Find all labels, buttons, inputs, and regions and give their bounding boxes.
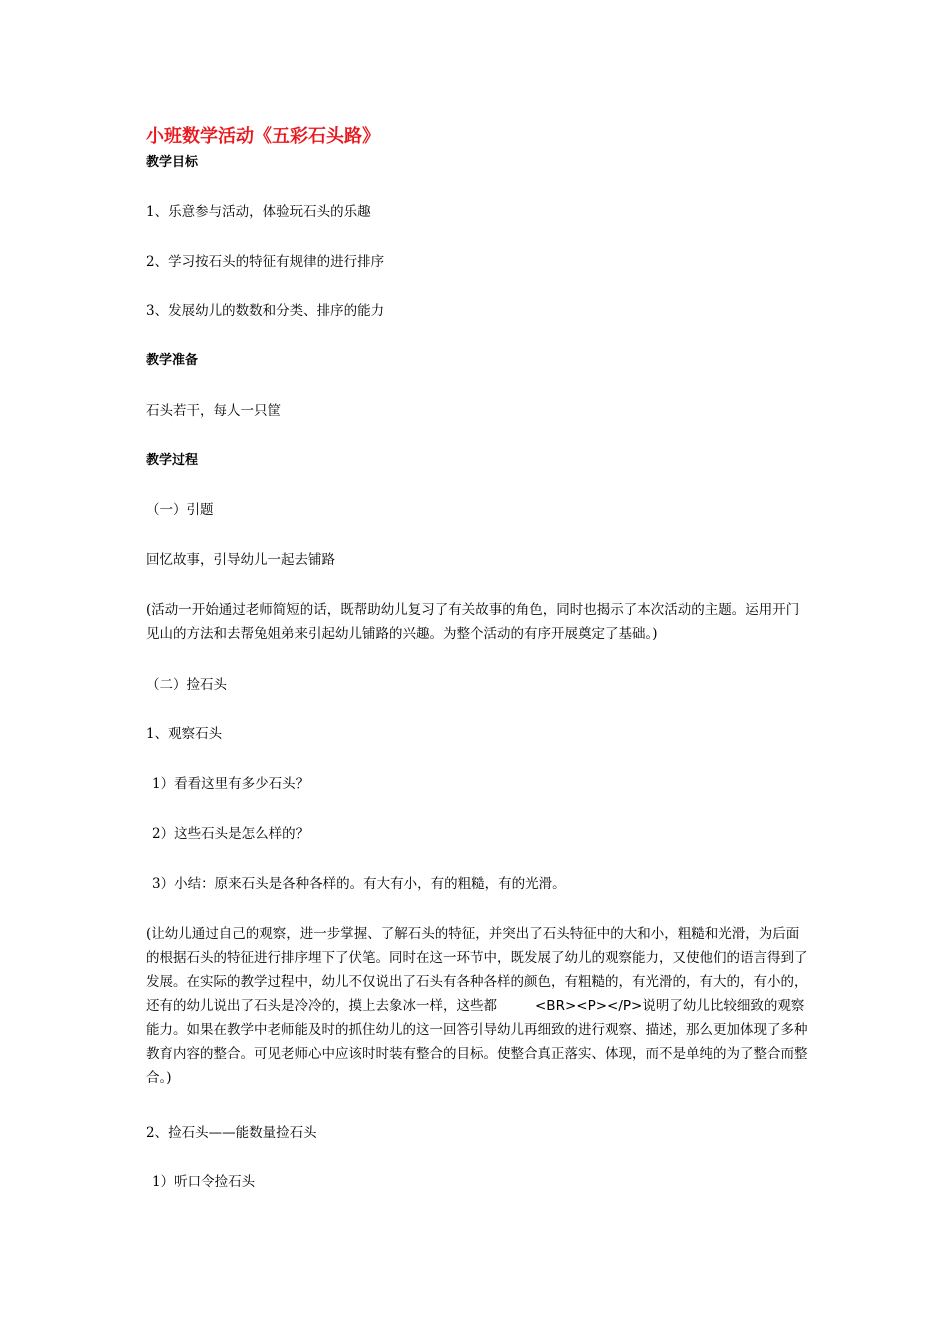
- goal-item-3: 3、发展幼儿的数数和分类、排序的能力: [146, 303, 385, 319]
- section2-heading: （二）捡石头: [146, 677, 227, 693]
- process-heading: 教学过程: [146, 453, 199, 468]
- goals-heading: 教学目标: [146, 155, 199, 170]
- goal-item-2: 2、学习按石头的特征有规律的进行排序: [146, 254, 385, 270]
- prep-text: 石头若干，每人一只筐: [146, 403, 281, 419]
- step2-item-1: 1）听口令捡石头: [152, 1174, 256, 1190]
- step1-note-part1: (让幼儿通过自己的观察，进一步掌握、了解石头的特征，并突出了石头特征中的大和小，粗糙和光滑，为后面的根据石头的特征进行排序埋下了伏笔。同时在这一环节中，既发展了幼儿的观察能力，又使他们的语言得到了发展。在实际的教学过程中，幼儿不仅说出了石头有各种各样的颜色，有粗糙的，有光滑的，有大的，有小的，还有的幼儿说出了石头是冷冷的，摸上去象冰一样，这些都: [146, 926, 808, 1014]
- document-title: 小班数学活动《五彩石头路》: [146, 126, 380, 147]
- step1-note-part2: 说明了幼儿比较细致的观察能力。如果在教学中老师能及时的抓住幼儿的这一回答引导幼儿再细致的进行观察、描述，那么更加体现了多种教育内容的整合。可见老师心中应该时时装有整合的目标。使整合真正落实、体现，而不是单纯的为了整合而整合。): [146, 998, 808, 1086]
- step2-heading: 2、捡石头——能数量捡石头: [146, 1125, 317, 1141]
- section1-text: 回忆故事，引导幼儿一起去铺路: [146, 552, 335, 568]
- step1-note: [146, 922, 810, 1090]
- step1-item-1: 1）看看这里有多少石头？: [152, 776, 310, 792]
- step1-heading: 1、观察石头: [146, 726, 223, 742]
- goal-item-1: 1、乐意参与活动，体验玩石头的乐趣: [146, 204, 371, 220]
- step1-item-2: 2）这些石头是怎么样的？: [152, 826, 310, 842]
- step1-note-tag: <BR><P></P>: [535, 998, 643, 1014]
- step1-item-3: 3）小结：原来石头是各种各样的。有大有小，有的粗糙，有的光滑。: [152, 876, 566, 892]
- prep-heading: 教学准备: [146, 353, 199, 368]
- section1-note: (活动一开始通过老师简短的话，既帮助幼儿复习了有关故事的角色，同时也揭示了本次活动的主题。运用开门见山的方法和去帮兔姐弟来引起幼儿铺路的兴趣。为整个活动的有序开展奠定了基础。): [146, 602, 800, 642]
- section1-heading: （一）引题: [146, 502, 214, 518]
